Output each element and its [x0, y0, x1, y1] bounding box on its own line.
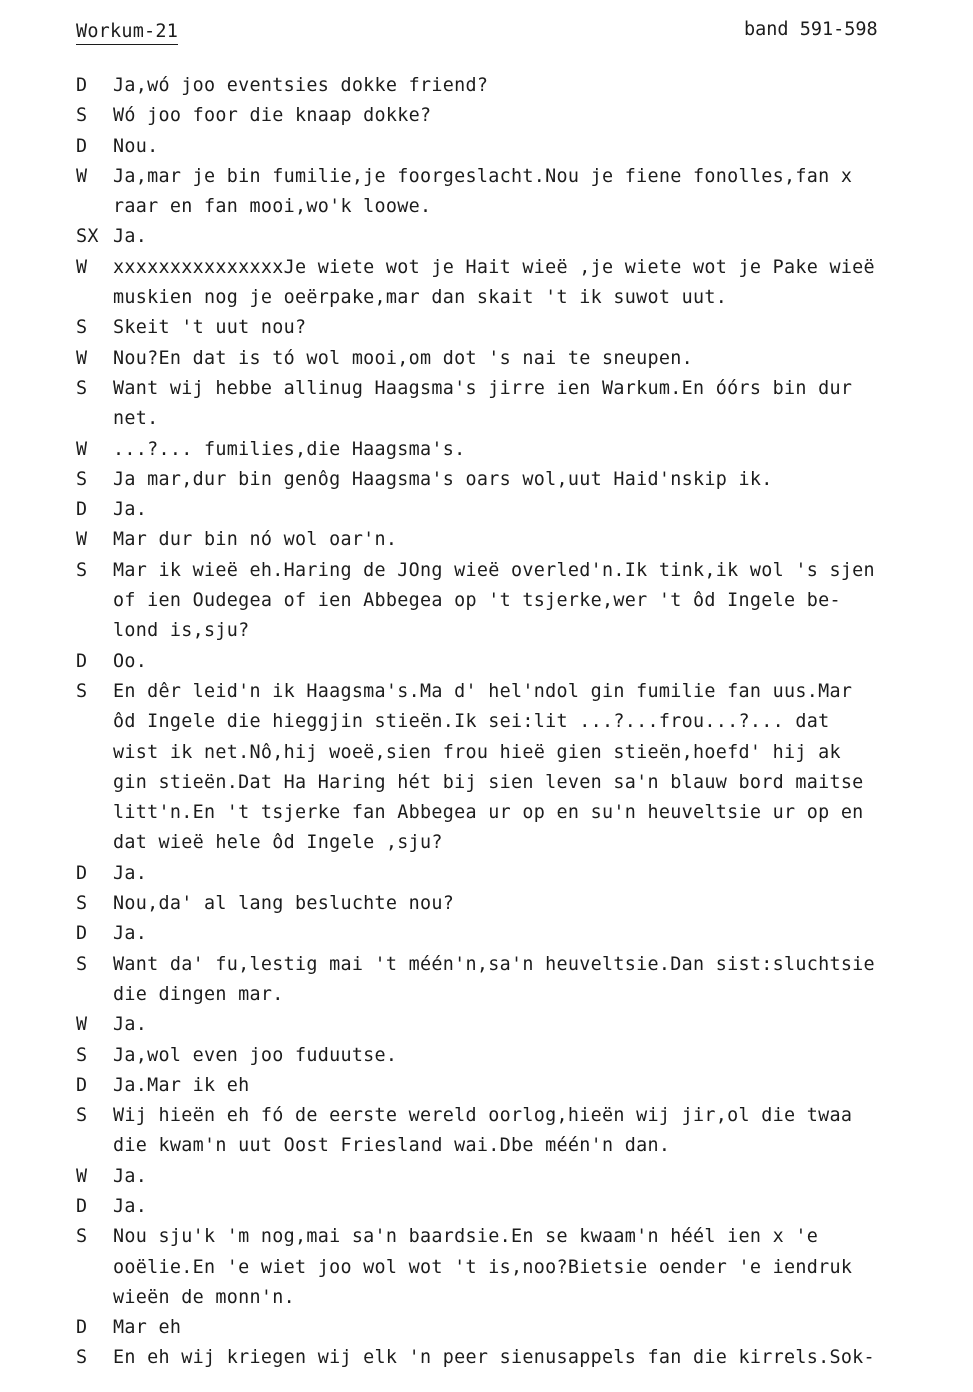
transcript-lines: [0, 71, 973, 1374]
transcript-line: [0, 798, 973, 828]
utterance-text: En dêr leid'n ik Haagsma's.Ma d' hel'ndol gin fumilie fan uus.Mar: [113, 680, 853, 702]
utterance-text: Wó joo foor die knaap dokke?: [113, 105, 432, 127]
transcript-line: [0, 1101, 973, 1131]
speaker-label: W: [76, 529, 88, 551]
speaker-label: D: [76, 1317, 88, 1339]
utterance-text: ...?... fumilies,die Haagsma's.: [113, 438, 466, 460]
utterance-text: xxxxxxxxxxxxxxxJe wiete wot je Hait wieë ,je wiete wot je Pake wieë: [113, 256, 875, 278]
transcript-line: [0, 525, 973, 555]
transcript-line: [0, 768, 973, 798]
speaker-label: W: [76, 438, 88, 460]
utterance-text: Ja.Mar ik eh: [113, 1074, 250, 1096]
speaker-label: W: [76, 256, 88, 278]
transcript-line: [0, 192, 973, 222]
speaker-label: D: [76, 1074, 88, 1096]
speaker-label: S: [76, 1226, 88, 1248]
transcript-line: [0, 162, 973, 192]
utterance-text: Ja,wó joo eventsies dokke friend?: [113, 75, 489, 96]
speaker-label: D: [76, 862, 88, 884]
utterance-text: Ja.: [113, 1014, 148, 1036]
transcript-line: [0, 1222, 973, 1252]
speaker-label: D: [76, 75, 88, 96]
utterance-text: Mar ik wieë eh.Haring de JOng wieë overled'n.Ik tink,ik wol 's sjen: [113, 559, 875, 581]
utterance-text: Ja.: [113, 226, 148, 248]
document-id: Workum-21: [76, 20, 178, 45]
transcript-line: [0, 222, 973, 252]
speaker-label: W: [76, 1165, 88, 1187]
transcript-line: [0, 404, 973, 434]
utterance-text: Want da' fu,lestig mai 't méén'n,sa'n heuveltsie.Dan sist:sluchtsie: [113, 953, 875, 975]
utterance-text: Nou sju'k 'm nog,mai sa'n baardsie.En se kwaam'n héél ien x 'e: [113, 1226, 819, 1248]
utterance-text: wieën de monn'n.: [113, 1286, 295, 1308]
utterance-text: Wij hieën eh fó de eerste wereld oorlog,hieën wij jir,ol die twaa: [113, 1105, 853, 1127]
transcript-line: [0, 495, 973, 525]
utterance-text: die kwam'n uut Oost Friesland wai.Dbe méén'n dan.: [113, 1135, 671, 1157]
speaker-label: D: [76, 135, 88, 157]
transcript-line: [0, 132, 973, 162]
transcript-line: [0, 1192, 973, 1222]
transcript-line: [0, 919, 973, 949]
utterance-text: Ja.: [113, 862, 148, 884]
transcript-line: [0, 980, 973, 1010]
utterance-text: die dingen mar.: [113, 983, 284, 1005]
speaker-label: D: [76, 923, 88, 945]
speaker-label: D: [76, 650, 88, 672]
transcript-line: [0, 253, 973, 283]
speaker-label: SX: [76, 226, 99, 248]
speaker-label: W: [76, 165, 88, 187]
utterance-text: lond is,sju?: [113, 620, 250, 642]
transcript-line: [0, 586, 973, 616]
transcript-line: [0, 1010, 973, 1040]
transcript-line: [0, 889, 973, 919]
speaker-label: S: [76, 377, 88, 399]
utterance-text: Nou?En dat is tó wol mooi,om dot 's nai te sneupen.: [113, 347, 693, 369]
speaker-label: S: [76, 1105, 88, 1127]
utterance-text: raar en fan mooi,wo'k loowe.: [113, 196, 432, 218]
speaker-label: S: [76, 105, 88, 127]
tape-reference: band 591-598: [744, 19, 878, 40]
transcript-line: [0, 465, 973, 495]
transcript-line: [0, 71, 973, 101]
utterance-text: ooëlie.En 'e wiet joo wol wot 't is,noo?Bietsie oender 'e iendruk: [113, 1256, 853, 1278]
utterance-text: wist ik net.Nô,hij woeë,sien frou hieë gien stieën,hoefd' hij ak: [113, 741, 841, 763]
speaker-label: S: [76, 317, 88, 339]
speaker-label: S: [76, 1347, 88, 1369]
utterance-text: Oo.: [113, 650, 148, 672]
transcript-line: [0, 313, 973, 343]
utterance-text: Ja mar,dur bin genôg Haagsma's oars wol,uut Haid'nskip ik.: [113, 468, 773, 490]
speaker-label: S: [76, 1044, 88, 1066]
utterance-text: En eh wij kriegen wij elk 'n peer sienusappels fan die kirrels.Sok-: [113, 1347, 875, 1369]
transcript-line: [0, 828, 973, 858]
utterance-text: Ja.: [113, 1195, 148, 1217]
transcript-line: [0, 647, 973, 677]
transcript-line: [0, 1041, 973, 1071]
utterance-text: ôd Ingele die hieggjin stieën.Ik sei:lit ...?...frou...?... dat: [113, 711, 830, 733]
transcript-line: [0, 101, 973, 131]
transcript-line: [0, 950, 973, 980]
speaker-label: S: [76, 468, 88, 490]
transcript-line: [0, 283, 973, 313]
utterance-text: Want wij hebbe allinug Haagsma's jirre ien Warkum.En óórs bin dur: [113, 377, 853, 399]
speaker-label: S: [76, 953, 88, 975]
utterance-text: Ja,mar je bin fumilie,je foorgeslacht.Nou je fiene fonolles,fan x: [113, 165, 853, 187]
utterance-text: Nou,da' al lang besluchte nou?: [113, 893, 455, 915]
utterance-text: muskien nog je oeërpake,mar dan skait 't ik suwot uut.: [113, 287, 728, 309]
speaker-label: D: [76, 499, 88, 521]
transcript-line: [0, 435, 973, 465]
transcript-line: [0, 1253, 973, 1283]
transcript-line: [0, 1071, 973, 1101]
transcript-line: [0, 556, 973, 586]
transcript-line: [0, 344, 973, 374]
transcript-line: [0, 1313, 973, 1343]
utterance-text: Ja.: [113, 923, 148, 945]
transcript-line: [0, 1343, 973, 1373]
utterance-text: Ja,wol even joo fuduutse.: [113, 1044, 398, 1066]
transcript-line: [0, 738, 973, 768]
utterance-text: dat wieë hele ôd Ingele ,sju?: [113, 832, 443, 854]
transcript-line: [0, 374, 973, 404]
speaker-label: W: [76, 347, 88, 369]
transcript-line: [0, 677, 973, 707]
transcript-line: [0, 616, 973, 646]
utterance-text: of ien Oudegea of ien Abbegea op 't tsjerke,wer 't ôd Ingele be-: [113, 590, 841, 612]
utterance-text: net.: [113, 408, 159, 430]
transcript-line: [0, 707, 973, 737]
speaker-label: S: [76, 680, 88, 702]
speaker-label: S: [76, 559, 88, 581]
speaker-label: D: [76, 1195, 88, 1217]
transcript-line: [0, 859, 973, 889]
utterance-text: Nou.: [113, 135, 159, 157]
speaker-label: S: [76, 893, 88, 915]
utterance-text: Mar dur bin nó wol oar'n.: [113, 529, 398, 551]
utterance-text: Ja.: [113, 1165, 148, 1187]
utterance-text: Ja.: [113, 499, 148, 521]
utterance-text: Mar eh: [113, 1317, 182, 1339]
transcript-line: [0, 1162, 973, 1192]
utterance-text: gin stieën.Dat Ha Haring hét bij sien leven sa'n blauw bord maitse: [113, 771, 864, 793]
utterance-text: Skeit 't uut nou?: [113, 317, 307, 339]
speaker-label: W: [76, 1014, 88, 1036]
transcript-line: [0, 1131, 973, 1161]
utterance-text: litt'n.En 't tsjerke fan Abbegea ur op en su'n heuveltsie ur op en: [113, 802, 864, 824]
transcript-line: [0, 1283, 973, 1313]
